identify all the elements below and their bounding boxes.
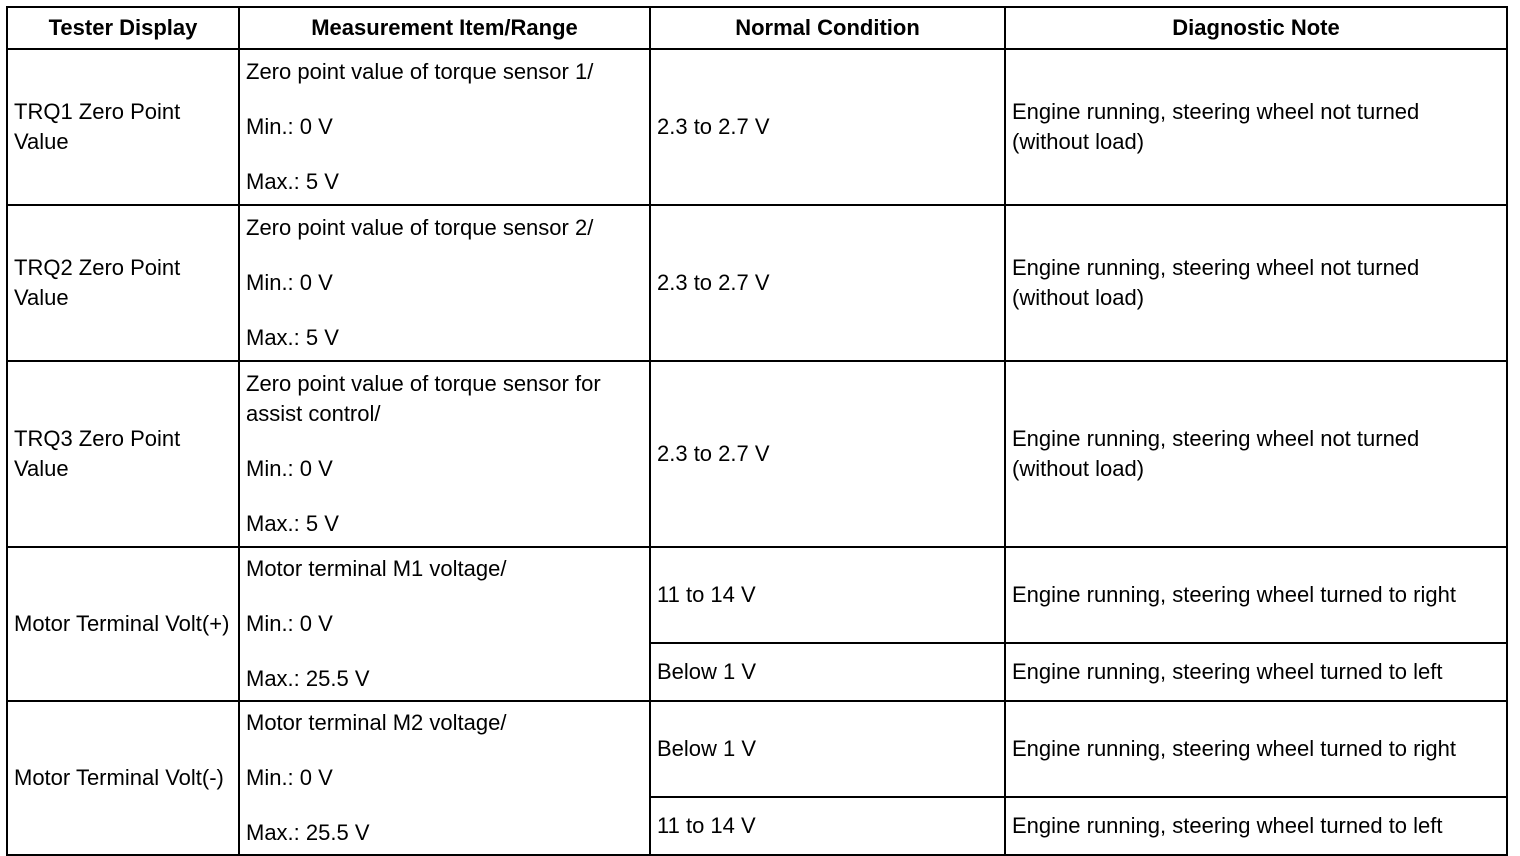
- diagnostic-note-cell: Engine running, steering wheel turned to left: [1005, 643, 1507, 701]
- normal-condition-cell: 2.3 to 2.7 V: [650, 49, 1005, 205]
- data-list-table: [6, 6, 1508, 856]
- measurement-range-cell: [239, 701, 650, 855]
- measurement-range-cell: [239, 361, 650, 547]
- diagnostic-note-cell: Engine running, steering wheel turned to left: [1005, 797, 1507, 855]
- table-row: [7, 361, 1507, 547]
- range-max: Max.: 5 V: [246, 511, 339, 536]
- range-min: Min.: 0 V: [246, 270, 333, 295]
- range-min: Min.: 0 V: [246, 114, 333, 139]
- header-diagnostic-note: Diagnostic Note: [1005, 7, 1507, 49]
- tester-display-cell: TRQ2 Zero Point Value: [7, 205, 239, 361]
- normal-condition-cell: 2.3 to 2.7 V: [650, 205, 1005, 361]
- table-row: [7, 49, 1507, 205]
- header-measurement-item: Measurement Item/Range: [239, 7, 650, 49]
- spec-table-wrapper: [6, 6, 1508, 856]
- header-tester-display: Tester Display: [7, 7, 239, 49]
- header-row: [7, 7, 1507, 49]
- measurement-item: Motor terminal M1 voltage/: [246, 556, 507, 581]
- table-row: [7, 701, 1507, 797]
- tester-display-cell: Motor Terminal Volt(-): [7, 701, 239, 855]
- normal-condition-cell: 2.3 to 2.7 V: [650, 361, 1005, 547]
- normal-condition-cell: Below 1 V: [650, 701, 1005, 797]
- diagnostic-note-cell: Engine running, steering wheel turned to right: [1005, 547, 1507, 643]
- measurement-item: Zero point value of torque sensor 1/: [246, 59, 594, 84]
- measurement-item: Motor terminal M2 voltage/: [246, 710, 507, 735]
- normal-condition-cell: Below 1 V: [650, 643, 1005, 701]
- tester-display-cell: Motor Terminal Volt(+): [7, 547, 239, 701]
- range-max: Max.: 25.5 V: [246, 820, 370, 845]
- diagnostic-note-cell: Engine running, steering wheel not turned (without load): [1005, 205, 1507, 361]
- tester-display-cell: TRQ1 Zero Point Value: [7, 49, 239, 205]
- normal-condition-cell: 11 to 14 V: [650, 797, 1005, 855]
- diagnostic-note-cell: Engine running, steering wheel not turned (without load): [1005, 361, 1507, 547]
- tester-display-cell: TRQ3 Zero Point Value: [7, 361, 239, 547]
- range-max: Max.: 5 V: [246, 169, 339, 194]
- diagnostic-note-cell: Engine running, steering wheel not turned (without load): [1005, 49, 1507, 205]
- table-row: [7, 205, 1507, 361]
- range-min: Min.: 0 V: [246, 456, 333, 481]
- range-min: Min.: 0 V: [246, 611, 333, 636]
- measurement-item: Zero point value of torque sensor for assist control/: [246, 371, 601, 426]
- measurement-range-cell: [239, 49, 650, 205]
- diagnostic-note-cell: Engine running, steering wheel turned to right: [1005, 701, 1507, 797]
- header-normal-condition: Normal Condition: [650, 7, 1005, 49]
- range-max: Max.: 25.5 V: [246, 666, 370, 691]
- normal-condition-cell: 11 to 14 V: [650, 547, 1005, 643]
- range-max: Max.: 5 V: [246, 325, 339, 350]
- measurement-item: Zero point value of torque sensor 2/: [246, 215, 594, 240]
- range-min: Min.: 0 V: [246, 765, 333, 790]
- measurement-range-cell: [239, 205, 650, 361]
- measurement-range-cell: [239, 547, 650, 701]
- table-row: [7, 547, 1507, 643]
